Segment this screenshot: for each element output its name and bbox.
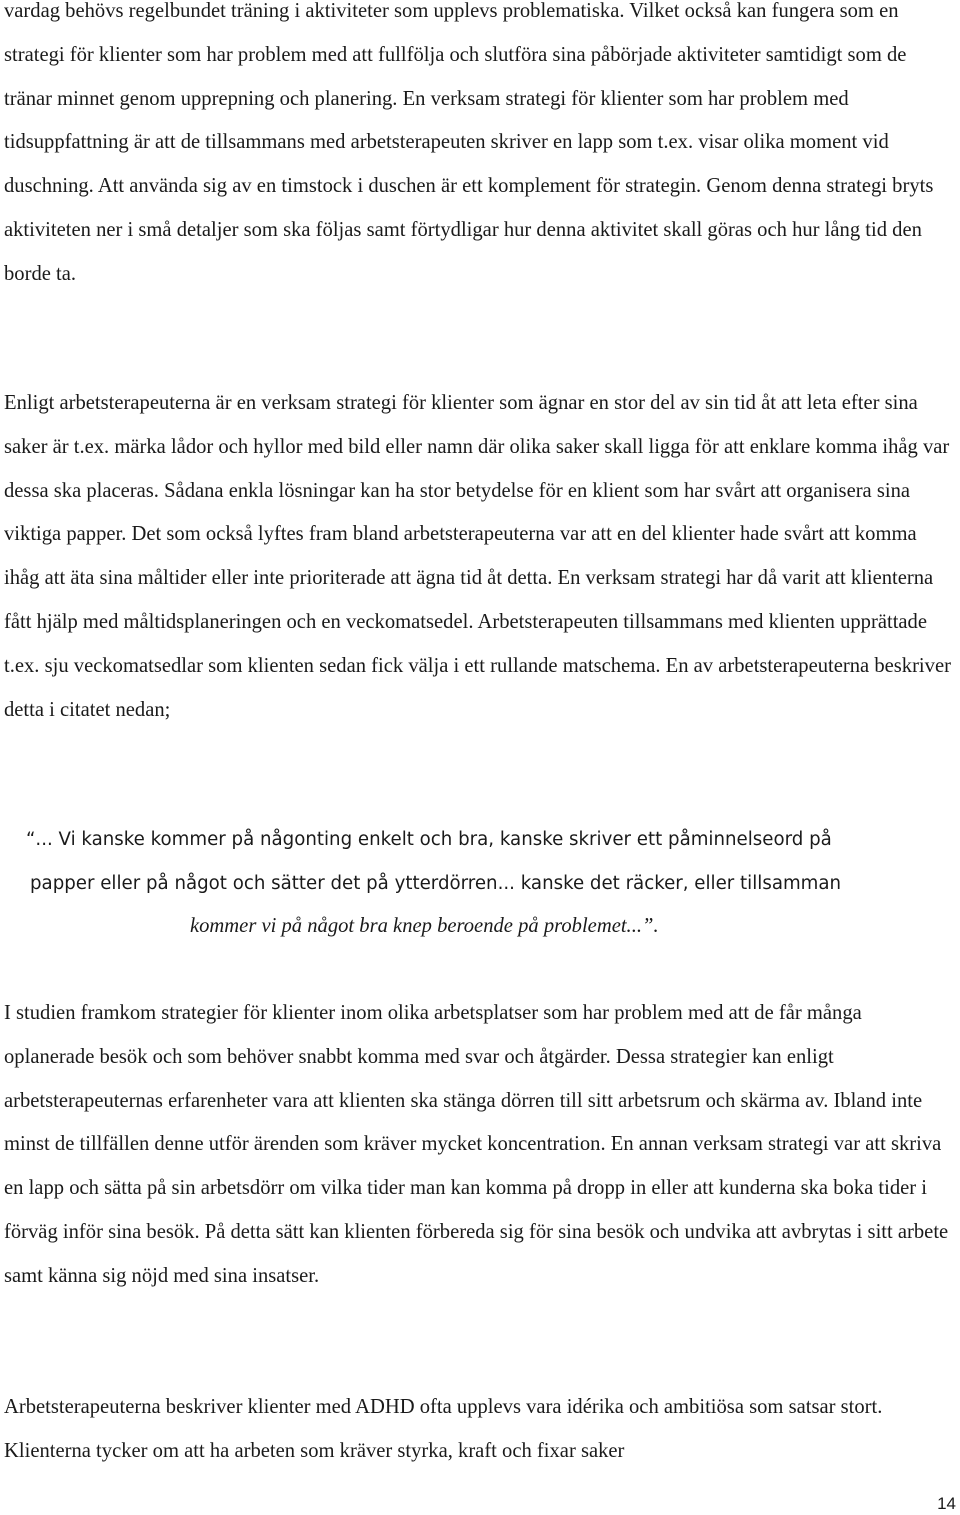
block-quote xyxy=(0,818,960,949)
paragraph-strategies-workplace: I studien framkom strategier för klienter inom olika arbetsplatser som har problem med att de får många oplanerade besök och som behöver snabbt komma med svar och åtgärder. Dessa strategier kan enligt arbetsterapeuternas erfarenheter vara att klienten ska stänga dörren till sitt arbetsrum och skärma av. Ibland inte minst de tillfällen denne utför ärenden som kräver mycket koncentration. En annan verksam strategi var att skriva en lapp och sätta på sin arbetsdörr om vilka tider man kan komma på dropp in eller att kunderna ska boka tider i förväg inför sina besök. På detta sätt kan klienten förbereda sig för sina besök och undvika att avbrytas i sitt arbete samt känna sig nöjd med sina insatser. xyxy=(4,1002,949,1287)
quote-line-2: papper eller på något och sätter det på ytterdörren... kanske det räcker, eller tillsamman xyxy=(30,872,842,894)
page-number: 14 xyxy=(937,1494,956,1513)
paragraph-strategies-time: vardag behövs regelbundet träning i aktiviteter som upplevs problematiska. Vilket också kan fungera som en strategi för klienter som har problem med att fullfölja och slutföra sina påbörjade aktiviteter samtidigt som de tränar minnet genom upprepning och planering. En verksam strategi för klienter som har problem med tidsuppfattning är att de tillsammans med arbetsterapeuten skriver en lapp som t.ex. visar olika moment vid duschning. Att använda sig av en timstock i duschen är ett komplement för strategin. Genom denna strategi bryts aktiviteten ner i små detaljer som ska följas samt förtydligar hur denna aktivitet skall göras och hur lång tid den borde ta. xyxy=(4,0,934,285)
quote-line-3: kommer vi på något bra knep beroende på problemet...”. xyxy=(190,915,659,937)
paragraph-adhd-clients: Arbetsterapeuterna beskriver klienter med ADHD ofta upplevs vara idérika och ambitiösa som satsar stort. Klienterna tycker om att ha arbeten som kräver styrka, kraft och fixar saker xyxy=(4,1396,883,1462)
paragraph-strategies-organizing: Enligt arbetsterapeuterna är en verksam strategi för klienter som ägnar en stor del av sin tid åt att leta efter sina saker är t.ex. märka lådor och hyllor med bild eller namn där olika saker skall ligga för att enklare komma ihåg var dessa ska placeras. Sådana enkla lösningar kan ha stor betydelse för en klient som har svårt att organisera sina viktiga papper. Det som också lyftes fram bland arbetsterapeuterna var att en del klienter hade svårt att komma ihåg att äta sina måltider eller inte prioriterade att ägna tid åt detta. En verksam strategi har då varit att klienterna fått hjälp med måltidsplaneringen och en veckomatsedel. Arbetsterapeuten tillsammans med klienten upprättade t.ex. sju veckomatsedlar som klienten sedan fick välja i ett rullande matschema. En av arbetsterapeuterna beskriver detta i citatet nedan; xyxy=(4,392,951,721)
quote-line-1: “... Vi kanske kommer på någonting enkelt och bra, kanske skriver ett påminnelseord på xyxy=(26,829,832,850)
